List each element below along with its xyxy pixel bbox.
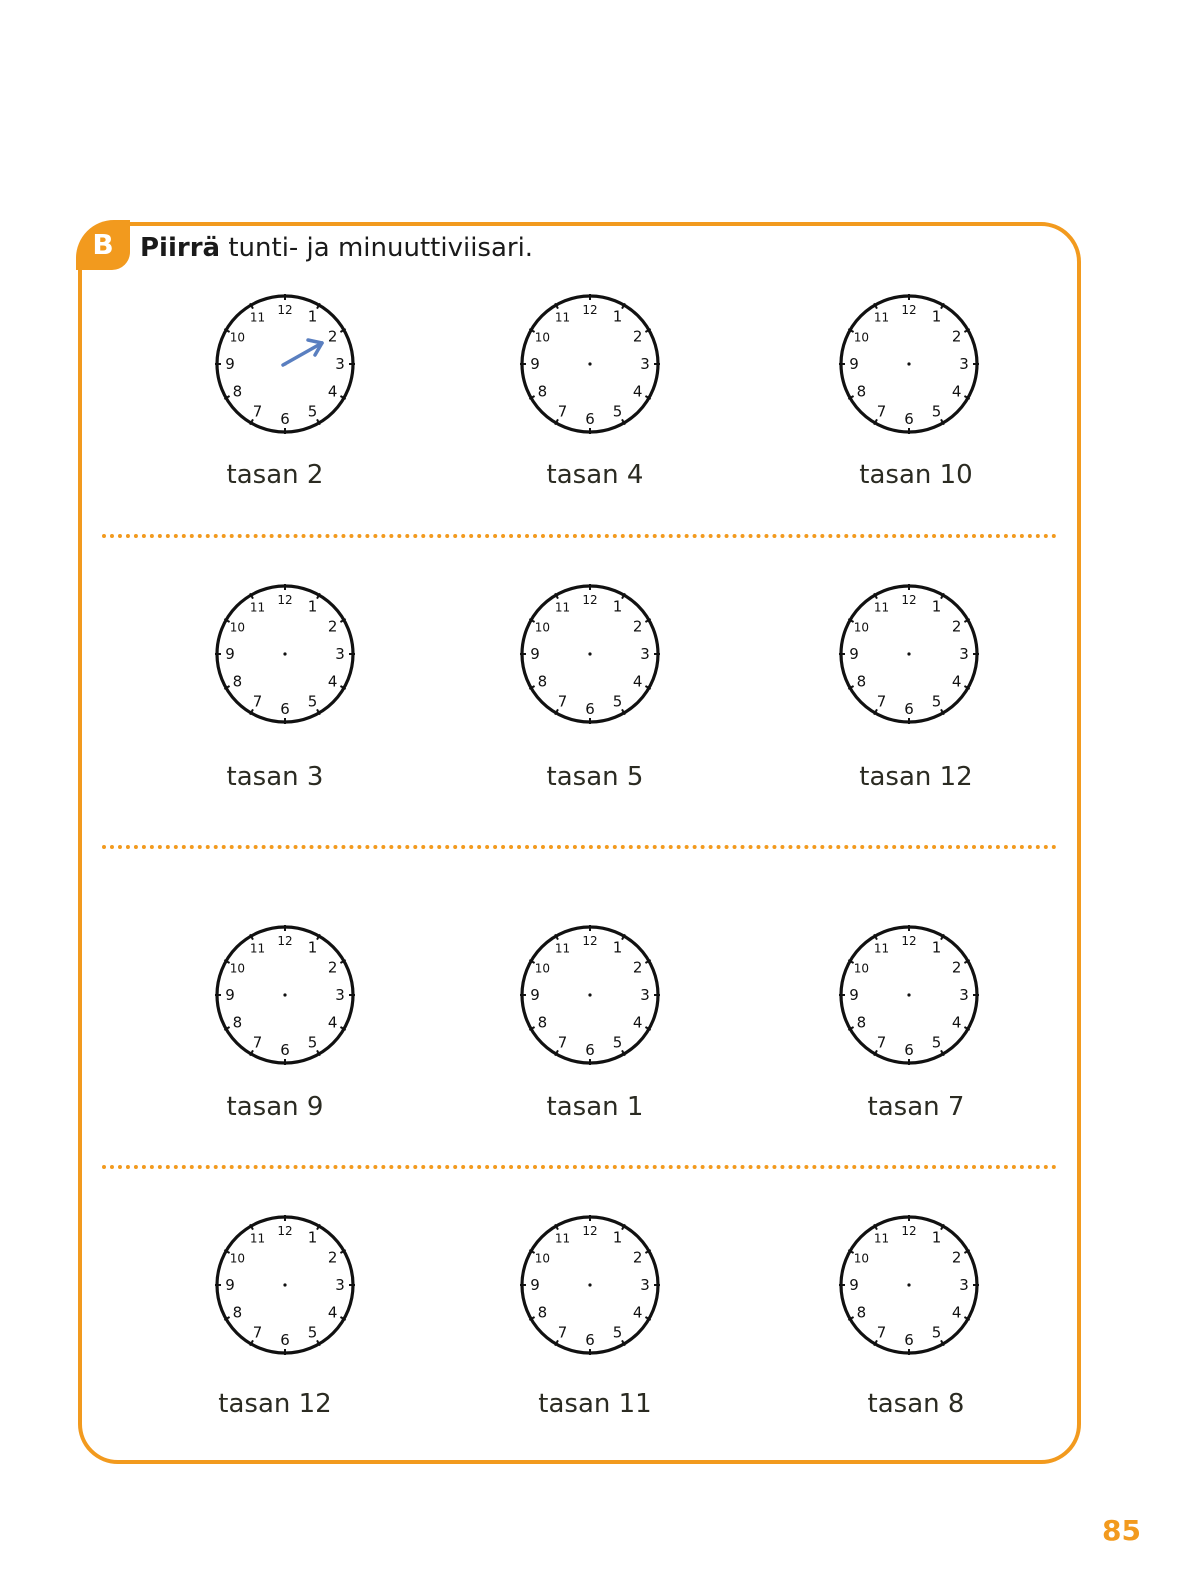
clock-number: 10 — [853, 330, 870, 345]
clock-number: 8 — [856, 672, 867, 691]
clock-number: 12 — [901, 1224, 917, 1238]
clock-caption: tasan 8 — [867, 1389, 965, 1419]
clock-number: 7 — [876, 1323, 887, 1342]
clock-number: 3 — [959, 645, 969, 663]
clock-face[interactable] — [834, 289, 984, 439]
clock-number: 5 — [307, 1323, 318, 1342]
clock-number: 1 — [612, 307, 623, 326]
clock-drawing — [515, 289, 665, 439]
clock-number: 4 — [951, 1013, 962, 1032]
clock-center-dot — [283, 652, 286, 655]
clock-number: 4 — [951, 382, 962, 401]
clock-number: 2 — [951, 1248, 962, 1267]
clock-number: 5 — [612, 1323, 623, 1342]
clock-number: 9 — [225, 645, 235, 663]
clock-number: 11 — [249, 1231, 266, 1246]
clock-number: 6 — [585, 410, 595, 428]
clock-number: 1 — [931, 938, 942, 957]
clock-face[interactable] — [210, 289, 360, 439]
clock-number: 10 — [853, 1251, 870, 1266]
clock-number: 11 — [554, 941, 571, 956]
clock-number: 5 — [612, 1033, 623, 1052]
clock-number: 10 — [229, 1251, 246, 1266]
clock-number: 11 — [873, 600, 890, 615]
clock-number: 5 — [307, 692, 318, 711]
clock-drawing — [515, 579, 665, 729]
clock-number: 9 — [530, 645, 540, 663]
page-number: 85 — [1102, 1514, 1141, 1547]
clock-center-dot — [588, 362, 591, 365]
clock-face[interactable] — [515, 289, 665, 439]
clock-number: 6 — [280, 410, 290, 428]
clock-number: 11 — [554, 310, 571, 325]
clock-number: 7 — [557, 1323, 568, 1342]
clock-number: 12 — [582, 303, 598, 317]
dotted-divider — [102, 845, 1057, 849]
clock-number: 7 — [876, 402, 887, 421]
clock-number: 7 — [252, 1323, 263, 1342]
clock-number: 12 — [582, 593, 598, 607]
clock-number: 7 — [557, 692, 568, 711]
clock-number: 1 — [931, 307, 942, 326]
clock-number: 12 — [277, 934, 293, 948]
dotted-divider — [102, 534, 1057, 538]
clock-number: 7 — [876, 692, 887, 711]
clock-face[interactable] — [515, 579, 665, 729]
clock-center-dot — [907, 652, 910, 655]
clock-drawing — [834, 1210, 984, 1360]
clock-number: 3 — [335, 355, 345, 373]
clock-number: 12 — [901, 934, 917, 948]
clock-number: 10 — [229, 961, 246, 976]
clock-number: 1 — [931, 1228, 942, 1247]
instruction-verb: Piirrä — [140, 233, 221, 263]
clock-drawing — [834, 920, 984, 1070]
clock-number: 9 — [530, 986, 540, 1004]
clock-number: 1 — [612, 938, 623, 957]
clock-number: 5 — [307, 1033, 318, 1052]
clock-number: 5 — [931, 692, 942, 711]
clock-number: 11 — [249, 941, 266, 956]
clock-number: 1 — [307, 1228, 318, 1247]
dotted-divider — [102, 1165, 1057, 1169]
clock-number: 6 — [280, 700, 290, 718]
clock-number: 9 — [849, 986, 859, 1004]
clock-caption: tasan 12 — [859, 762, 973, 792]
clock-caption: tasan 7 — [867, 1092, 965, 1122]
clock-number: 12 — [277, 303, 293, 317]
clock-number: 6 — [904, 700, 914, 718]
clock-number: 4 — [951, 672, 962, 691]
clock-number: 6 — [904, 1041, 914, 1059]
clock-number: 4 — [632, 382, 643, 401]
clock-number: 7 — [557, 402, 568, 421]
clock-drawing — [834, 579, 984, 729]
clock-center-dot — [588, 1283, 591, 1286]
clock-drawing — [515, 1210, 665, 1360]
clock-number: 11 — [873, 310, 890, 325]
clock-number: 6 — [904, 410, 914, 428]
clock-face[interactable] — [210, 579, 360, 729]
clock-number: 12 — [582, 934, 598, 948]
clock-drawing — [515, 920, 665, 1070]
clock-number: 9 — [225, 986, 235, 1004]
clock-number: 8 — [232, 1303, 243, 1322]
clock-drawing — [834, 289, 984, 439]
clock-caption: tasan 1 — [546, 1092, 644, 1122]
clock-number: 10 — [229, 330, 246, 345]
clock-number: 5 — [931, 402, 942, 421]
clock-number: 10 — [534, 620, 551, 635]
clock-center-dot — [907, 993, 910, 996]
clock-number: 11 — [554, 600, 571, 615]
clock-number: 9 — [849, 1276, 859, 1294]
clock-number: 3 — [335, 645, 345, 663]
clock-number: 2 — [632, 617, 643, 636]
clock-number: 12 — [582, 1224, 598, 1238]
clock-number: 9 — [849, 645, 859, 663]
clock-number: 5 — [307, 402, 318, 421]
clock-number: 3 — [640, 355, 650, 373]
clock-caption: tasan 12 — [218, 1389, 332, 1419]
clock-number: 8 — [537, 672, 548, 691]
clock-number: 9 — [225, 1276, 235, 1294]
instruction-text: tunti- ja minuuttiviisari. — [220, 233, 534, 263]
clock-caption: tasan 4 — [546, 460, 644, 490]
clock-number: 6 — [904, 1331, 914, 1349]
clock-number: 8 — [232, 382, 243, 401]
clock-caption: tasan 10 — [859, 460, 973, 490]
clock-number: 10 — [534, 330, 551, 345]
clock-number: 2 — [632, 327, 643, 346]
clock-face[interactable] — [210, 920, 360, 1070]
clock-number: 2 — [951, 958, 962, 977]
clock-center-dot — [907, 362, 910, 365]
clock-drawing — [210, 920, 360, 1070]
clock-number: 3 — [335, 986, 345, 1004]
clock-number: 9 — [849, 355, 859, 373]
clock-number: 5 — [612, 402, 623, 421]
clock-number: 5 — [612, 692, 623, 711]
clock-number: 6 — [585, 1331, 595, 1349]
clock-number: 11 — [873, 941, 890, 956]
clock-number: 2 — [327, 958, 338, 977]
clock-number: 1 — [307, 307, 318, 326]
clock-number: 8 — [537, 1303, 548, 1322]
exercise-instruction — [140, 233, 533, 263]
clock-drawing — [210, 1210, 360, 1360]
clock-number: 4 — [632, 1013, 643, 1032]
clock-number: 7 — [252, 402, 263, 421]
clock-number: 12 — [901, 303, 917, 317]
clock-number: 8 — [856, 1013, 867, 1032]
clock-face[interactable] — [834, 920, 984, 1070]
clock-number: 11 — [249, 600, 266, 615]
exercise-badge: B — [76, 220, 130, 270]
clock-center-dot — [283, 993, 286, 996]
clock-number: 1 — [307, 597, 318, 616]
clock-number: 10 — [229, 620, 246, 635]
clock-number: 4 — [632, 672, 643, 691]
clock-face[interactable] — [834, 579, 984, 729]
clock-number: 6 — [280, 1041, 290, 1059]
clock-number: 1 — [307, 938, 318, 957]
clock-number: 4 — [951, 1303, 962, 1322]
clock-number: 1 — [612, 597, 623, 616]
clock-number: 5 — [931, 1323, 942, 1342]
clock-number: 9 — [530, 1276, 540, 1294]
clock-number: 1 — [612, 1228, 623, 1247]
clock-number: 2 — [327, 1248, 338, 1267]
clock-number: 8 — [856, 1303, 867, 1322]
clock-number: 4 — [327, 1303, 338, 1322]
clock-number: 11 — [873, 1231, 890, 1246]
clock-number: 6 — [280, 1331, 290, 1349]
clock-number: 3 — [959, 1276, 969, 1294]
clock-number: 4 — [632, 1303, 643, 1322]
clock-number: 3 — [959, 355, 969, 373]
clock-number: 8 — [537, 382, 548, 401]
clock-face[interactable] — [515, 920, 665, 1070]
clock-number: 8 — [232, 1013, 243, 1032]
clock-caption: tasan 9 — [226, 1092, 324, 1122]
clock-number: 12 — [277, 593, 293, 607]
clock-center-dot — [588, 652, 591, 655]
clock-number: 2 — [951, 327, 962, 346]
clock-number: 4 — [327, 1013, 338, 1032]
clock-caption: tasan 11 — [538, 1389, 652, 1419]
clock-center-dot — [907, 1283, 910, 1286]
clock-number: 8 — [856, 382, 867, 401]
clock-number: 6 — [585, 700, 595, 718]
clock-number: 8 — [537, 1013, 548, 1032]
clock-number: 3 — [640, 1276, 650, 1294]
clock-number: 3 — [335, 1276, 345, 1294]
clock-number: 2 — [632, 958, 643, 977]
clock-center-dot — [283, 1283, 286, 1286]
clock-drawing — [210, 289, 360, 439]
clock-drawing — [210, 579, 360, 729]
clock-number: 10 — [853, 620, 870, 635]
clock-number: 9 — [225, 355, 235, 373]
clock-number: 7 — [252, 1033, 263, 1052]
clock-face[interactable] — [210, 1210, 360, 1360]
clock-caption: tasan 5 — [546, 762, 644, 792]
clock-center-dot — [588, 993, 591, 996]
clock-number: 2 — [951, 617, 962, 636]
clock-caption: tasan 3 — [226, 762, 324, 792]
clock-number: 3 — [640, 645, 650, 663]
clock-number: 12 — [277, 1224, 293, 1238]
clock-number: 2 — [327, 327, 338, 346]
clock-number: 5 — [931, 1033, 942, 1052]
clock-number: 12 — [901, 593, 917, 607]
clock-face[interactable] — [515, 1210, 665, 1360]
clock-number: 2 — [632, 1248, 643, 1267]
clock-number: 10 — [534, 961, 551, 976]
clock-number: 10 — [853, 961, 870, 976]
clock-number: 6 — [585, 1041, 595, 1059]
clock-caption: tasan 2 — [226, 460, 324, 490]
clock-number: 8 — [232, 672, 243, 691]
clock-number: 7 — [876, 1033, 887, 1052]
clock-number: 10 — [534, 1251, 551, 1266]
clock-number: 4 — [327, 382, 338, 401]
clock-number: 11 — [554, 1231, 571, 1246]
clock-number: 3 — [959, 986, 969, 1004]
clock-number: 9 — [530, 355, 540, 373]
clock-number: 3 — [640, 986, 650, 1004]
clock-number: 4 — [327, 672, 338, 691]
clock-number: 7 — [252, 692, 263, 711]
clock-face[interactable] — [834, 1210, 984, 1360]
clock-number: 11 — [249, 310, 266, 325]
clock-number: 2 — [327, 617, 338, 636]
clock-number: 7 — [557, 1033, 568, 1052]
clock-number: 1 — [931, 597, 942, 616]
